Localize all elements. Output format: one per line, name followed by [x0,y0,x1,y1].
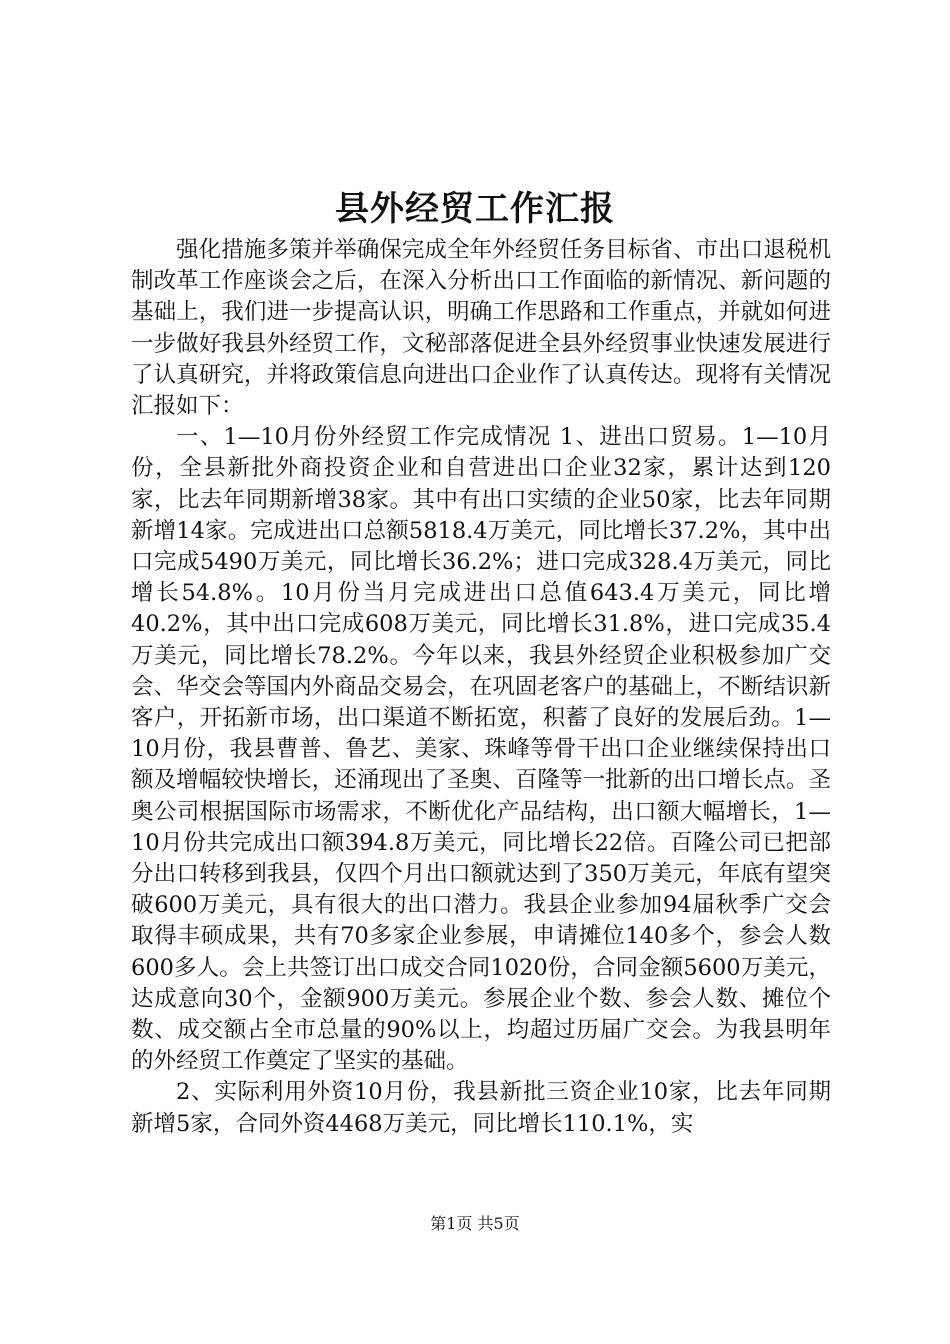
paragraph-intro: 强化措施多策并举确保完成全年外经贸任务目标省、市出口退税机制改革工作座谈会之后，在深入分析出口工作面临的新情况、新问题的基础上，我们进一步提高认识，明确工作思路和工作重点，并就如何进一步做好我县外经贸工作，文秘部落促进全县外经贸事业快速发展进行了认真研究，并将政策信息向进出口企业作了认真传达。现将有关情况汇报如下： [131,237,831,420]
paragraph-section-one: 一、1—10月份外经贸工作完成情况 1、进出口贸易。1—10月份，全县新批外商投资企业和自营进出口企业32家，累计达到120家，比去年同期新增38家。其中有出口实绩的企业50家，比去年同期新增14家。完成进出口总额5818.4万美元，同比增长37.2%，其中出口完成5490万美元，同比增长36.2%；进口完成328.4万美元，同比增长54.8%。10月份当月完成进出口总值643.4万美元，同比增40.2%，其中出口完成608万美元，同比增长31.8%，进口完成35.4万美元，同比增长78.2%。今年以来，我县外经贸企业积极参加广交会、华交会等国内外商品交易会，在巩固老客户的基础上，不断结识新客户，开拓新市场，出口渠道不断拓宽，积蓄了良好的发展后劲。1—10月份，我县曹普、鲁艺、美家、珠峰等骨干出口企业继续保持出口额及增幅较快增长，还涌现出了圣奥、百隆等一批新的出口增长点。圣奥公司根据国际市场需求，不断优化产品结构，出口额大幅增长，1—10月份共完成出口额394.8万美元，同比增长22倍。百隆公司已把部分出口转移到我县，仅四个月出口额就达到了350万美元，年底有望突破600万美元，具有很大的出口潜力。我县企业参加94届秋季广交会取得丰硕成果，共有70多家企业参展，申请摊位140多个，参会人数600多人。会上共签订出口成交合同1020份，合同金额5600万美元，达成意向30个，金额900万美元。参展企业个数、参会人数、摊位个数、成交额占全市总量的90%以上，均超过历届广交会。为我县明年的外经贸工作奠定了坚实的基础。 [131,424,831,1075]
paragraph-section-two: 2、实际利用外资10月份，我县新批三资企业10家，比去年同期新增5家，合同外资4468万美元，同比增长110.1%，实 [131,1079,831,1137]
document-body [131,235,831,1140]
document-title: 县外经贸工作汇报 [335,189,615,229]
page-number-footer: 第1页 共5页 [430,1214,520,1233]
